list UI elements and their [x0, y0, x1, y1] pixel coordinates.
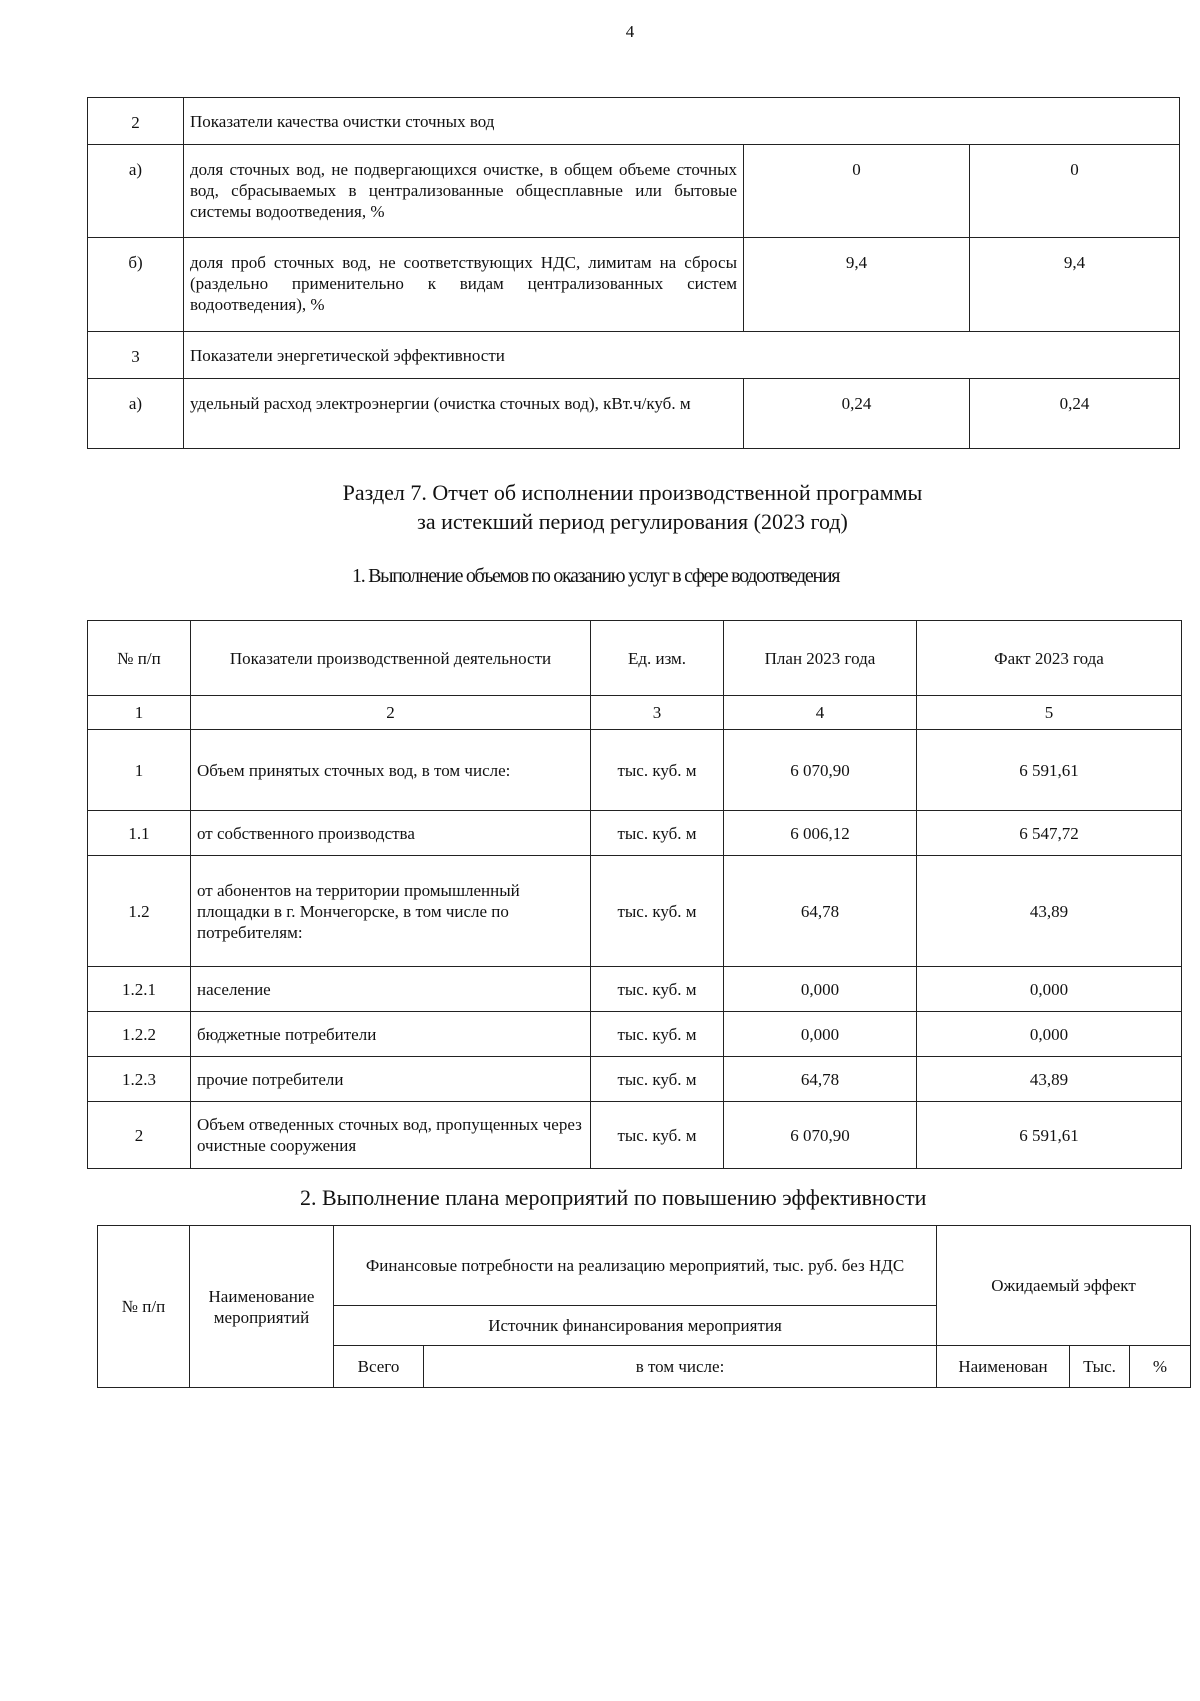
row-indicator: Объем принятых сточных вод, в том числе: — [191, 730, 591, 811]
row-plan: 6 070,90 — [724, 1102, 917, 1169]
section-title — [0, 478, 1200, 536]
row-plan: 64,78 — [724, 856, 917, 967]
header-number: № п/п — [88, 621, 191, 696]
row-fact: 6 591,61 — [917, 730, 1182, 811]
row-fact: 0,000 — [917, 1012, 1182, 1057]
row-number: б) — [88, 238, 184, 332]
table-row — [88, 238, 1180, 332]
table-row — [88, 967, 1182, 1012]
table-row — [88, 856, 1182, 967]
fact-value: 0,24 — [970, 379, 1180, 449]
row-plan: 64,78 — [724, 1057, 917, 1102]
row-plan: 6 006,12 — [724, 811, 917, 856]
row-unit: тыс. куб. м — [591, 1057, 724, 1102]
row-number: а) — [88, 379, 184, 449]
header-including: в том числе: — [424, 1346, 937, 1388]
column-numbers-row — [88, 696, 1182, 730]
row-fact: 43,89 — [917, 1057, 1182, 1102]
row-unit: тыс. куб. м — [591, 730, 724, 811]
plan-value: 0 — [744, 145, 970, 238]
header-unit: Ед. изм. — [591, 621, 724, 696]
row-unit: тыс. куб. м — [591, 856, 724, 967]
row-number: 1.2.1 — [88, 967, 191, 1012]
row-fact: 6 547,72 — [917, 811, 1182, 856]
subsection-heading-efficiency: 2. Выполнение плана мероприятий по повышению эффективности — [300, 1185, 927, 1210]
row-number: 1.2.3 — [88, 1057, 191, 1102]
row-fact: 6 591,61 — [917, 1102, 1182, 1169]
header-funding-source: Источник финансирования мероприятия — [334, 1306, 937, 1346]
row-number: 2 — [88, 1102, 191, 1169]
plan-value: 9,4 — [744, 238, 970, 332]
row-unit: тыс. куб. м — [591, 1012, 724, 1057]
header-total: Всего — [334, 1346, 424, 1388]
header-fact: Факт 2023 года — [917, 621, 1182, 696]
row-plan: 0,000 — [724, 967, 917, 1012]
row-plan: 6 070,90 — [724, 730, 917, 811]
table-row — [88, 332, 1180, 379]
row-number: 1.2 — [88, 856, 191, 967]
row-fact: 0,000 — [917, 967, 1182, 1012]
page-number: 4 — [625, 22, 635, 41]
row-number: а) — [88, 145, 184, 238]
row-number: 1 — [88, 730, 191, 811]
header-finance: Финансовые потребности на реализацию мероприятий, тыс. руб. без НДС — [334, 1226, 937, 1306]
header-indicator: Показатели производственной деятельности — [191, 621, 591, 696]
fact-value: 0 — [970, 145, 1180, 238]
row-number: 1.2.2 — [88, 1012, 191, 1057]
indicator-description: удельный расход электроэнергии (очистка сточных вод), кВт.ч/куб. м — [184, 379, 744, 449]
header-plan: План 2023 года — [724, 621, 917, 696]
row-indicator: бюджетные потребители — [191, 1012, 591, 1057]
header-effect-thousand: Тыс. — [1070, 1346, 1130, 1388]
section-title-line1: Раздел 7. Отчет об исполнении производственной программы — [342, 480, 923, 505]
row-number: 3 — [88, 332, 184, 379]
section-title-line2: за истекший период регулирования (2023 год) — [417, 509, 848, 534]
row-plan: 0,000 — [724, 1012, 917, 1057]
subsection-heading-volumes: 1. Выполнение объемов по оказанию услуг в сфере водоотведения — [352, 565, 840, 587]
indicator-description: доля сточных вод, не подвергающихся очистке, в общем объеме сточных вод, сбрасываемых в централизованные общесплавные или бытовые системы водоотведения, % — [184, 145, 744, 238]
row-indicator: население — [191, 967, 591, 1012]
fact-value: 9,4 — [970, 238, 1180, 332]
table-row — [88, 811, 1182, 856]
row-number: 1.1 — [88, 811, 191, 856]
indicator-description: доля проб сточных вод, не соответствующих НДС, лимитам на сбросы (раздельно применительно к видам централизованных систем водоотведения), % — [184, 238, 744, 332]
production-volumes-table — [87, 620, 1182, 1169]
header-measure-name: Наименование мероприятий — [190, 1226, 334, 1388]
row-indicator: от собственного производства — [191, 811, 591, 856]
row-fact: 43,89 — [917, 856, 1182, 967]
column-number: 4 — [724, 696, 917, 730]
row-unit: тыс. куб. м — [591, 967, 724, 1012]
group-heading: Показатели качества очистки сточных вод — [184, 98, 1180, 145]
table-row — [88, 1012, 1182, 1057]
table-row — [88, 1102, 1182, 1169]
efficiency-measures-table — [97, 1225, 1191, 1388]
header-number: № п/п — [98, 1226, 190, 1388]
row-unit: тыс. куб. м — [591, 1102, 724, 1169]
table-header-row — [98, 1226, 1191, 1306]
table-row — [88, 98, 1180, 145]
table-row — [88, 1057, 1182, 1102]
table-row — [88, 730, 1182, 811]
column-number: 3 — [591, 696, 724, 730]
column-number: 1 — [88, 696, 191, 730]
quality-indicators-table — [87, 97, 1180, 449]
table-row — [88, 145, 1180, 238]
table-row — [88, 379, 1180, 449]
column-number: 2 — [191, 696, 591, 730]
row-number: 2 — [88, 98, 184, 145]
header-expected-effect: Ожидаемый эффект — [937, 1226, 1191, 1346]
row-indicator: Объем отведенных сточных вод, пропущенных через очистные сооружения — [191, 1102, 591, 1169]
row-indicator: прочие потребители — [191, 1057, 591, 1102]
plan-value: 0,24 — [744, 379, 970, 449]
column-number: 5 — [917, 696, 1182, 730]
group-heading: Показатели энергетической эффективности — [184, 332, 1180, 379]
header-effect-name: Наименован — [937, 1346, 1070, 1388]
row-unit: тыс. куб. м — [591, 811, 724, 856]
table-header-row — [88, 621, 1182, 696]
header-effect-percent: % — [1130, 1346, 1191, 1388]
row-indicator: от абонентов на территории промышленный площадки в г. Мончегорске, в том числе по потребителям: — [191, 856, 591, 967]
